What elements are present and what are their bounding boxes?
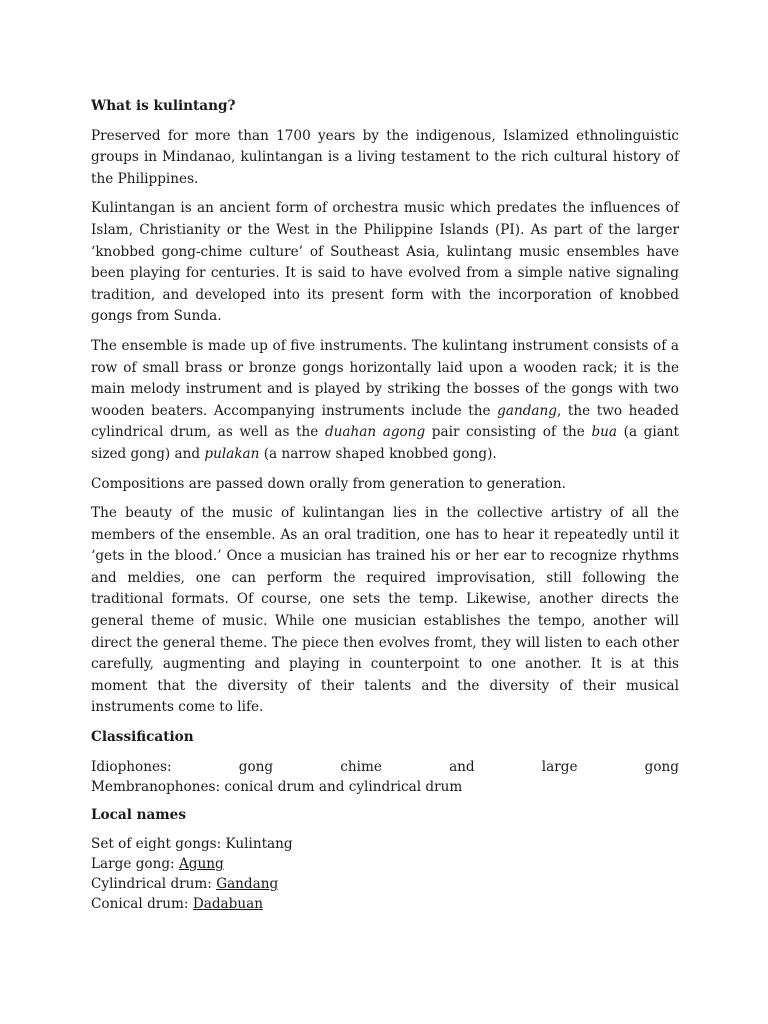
page-title: What is kulintang? <box>91 98 236 114</box>
local-name-label: Cylindrical drum: <box>91 876 217 893</box>
classification-list <box>91 757 679 797</box>
local-names-heading: Local names <box>91 806 186 823</box>
paragraph-intro: Preserved for more than 1700 years by the indigenous, Islamized ethnolinguistic groups in Mindanao, kulintangan is a living testament to the rich cultural history of the Philippines. <box>91 127 679 187</box>
classification-membranophones: Membranophones: conical drum and cylindrical drum <box>91 778 463 795</box>
ensemble-text-e: (a narrow shaped knobbed gong). <box>259 445 497 462</box>
ensemble-text-a: The ensemble is made up of five instruments. The kulintang instrument consists of a row of small brass or bronze gongs horizontally laid upon a wooden rack; it is the main melody instrument and is played by striking the bosses of the gongs with two wooden beaters. Accompanying instruments include the <box>91 337 679 419</box>
local-name-label: Conical drum: <box>91 896 193 913</box>
term-duahan-agong: duahan agong <box>324 424 426 441</box>
list-item <box>91 894 679 914</box>
ensemble-text-c: pair consisting of the <box>425 424 592 441</box>
local-name-value: Kulintang <box>225 836 293 853</box>
local-name-label: Set of eight gongs: <box>91 836 226 853</box>
paragraph-compositions: Compositions are passed down orally from generation to generation. <box>91 475 566 492</box>
term-bua: bua <box>591 424 618 441</box>
classification-heading: Classification <box>91 729 194 746</box>
local-name-label: Large gong: <box>91 856 179 873</box>
ensemble-text-d: (a giant sized gong) and <box>91 424 680 462</box>
paragraph-ensemble <box>91 336 679 466</box>
local-name-link-dadabuan[interactable]: Dadabuan <box>192 896 263 913</box>
term-pulakan: pulakan <box>204 445 260 462</box>
local-name-link-gandang[interactable]: Gandang <box>216 876 279 893</box>
paragraph-history: Kulintangan is an ancient form of orchestra music which predates the influences of Islam, Christianity or the West in the Philippine Islands (PI). As part of the larger ‘knobbed gong-chime culture’ of Southeast Asia, kulintang music ensembles have been playing for centuries. It is said to have evolved from a simple native signaling tradition, and developed into its present form with the incorporation of knobbed gongs from Sunda. <box>91 200 679 325</box>
local-names-list <box>91 834 679 914</box>
list-item <box>91 854 679 874</box>
classification-idiophones: Idiophones: gong chime and large gong <box>91 758 679 775</box>
ensemble-text-b: , the two headed cylindrical drum, as well as the <box>91 402 679 441</box>
list-item <box>91 874 679 894</box>
paragraph-beauty: The beauty of the music of kulintangan lies in the collective artistry of all the members of the ensemble. As an oral tradition, one has to hear it repeatedly until it ‘gets in the blood.’ Once a musician has trained his or her ear to recognize rhythms and meldies, one can perform the required improvisation, still following the traditional formats. Of course, one sets the temp. Likewise, another directs the general theme of music. While one musician establishes the tempo, another will direct the general theme. The piece then evolves fromt, they will listen to each other carefully, augmenting and playing in counterpoint to one another. It is at this moment that the diversity of their talents and the diversity of their musical instruments come to life. <box>91 505 679 716</box>
local-name-link-agung[interactable]: Agung <box>178 856 224 873</box>
list-item <box>91 834 679 854</box>
term-gandang: gandang <box>497 402 557 419</box>
